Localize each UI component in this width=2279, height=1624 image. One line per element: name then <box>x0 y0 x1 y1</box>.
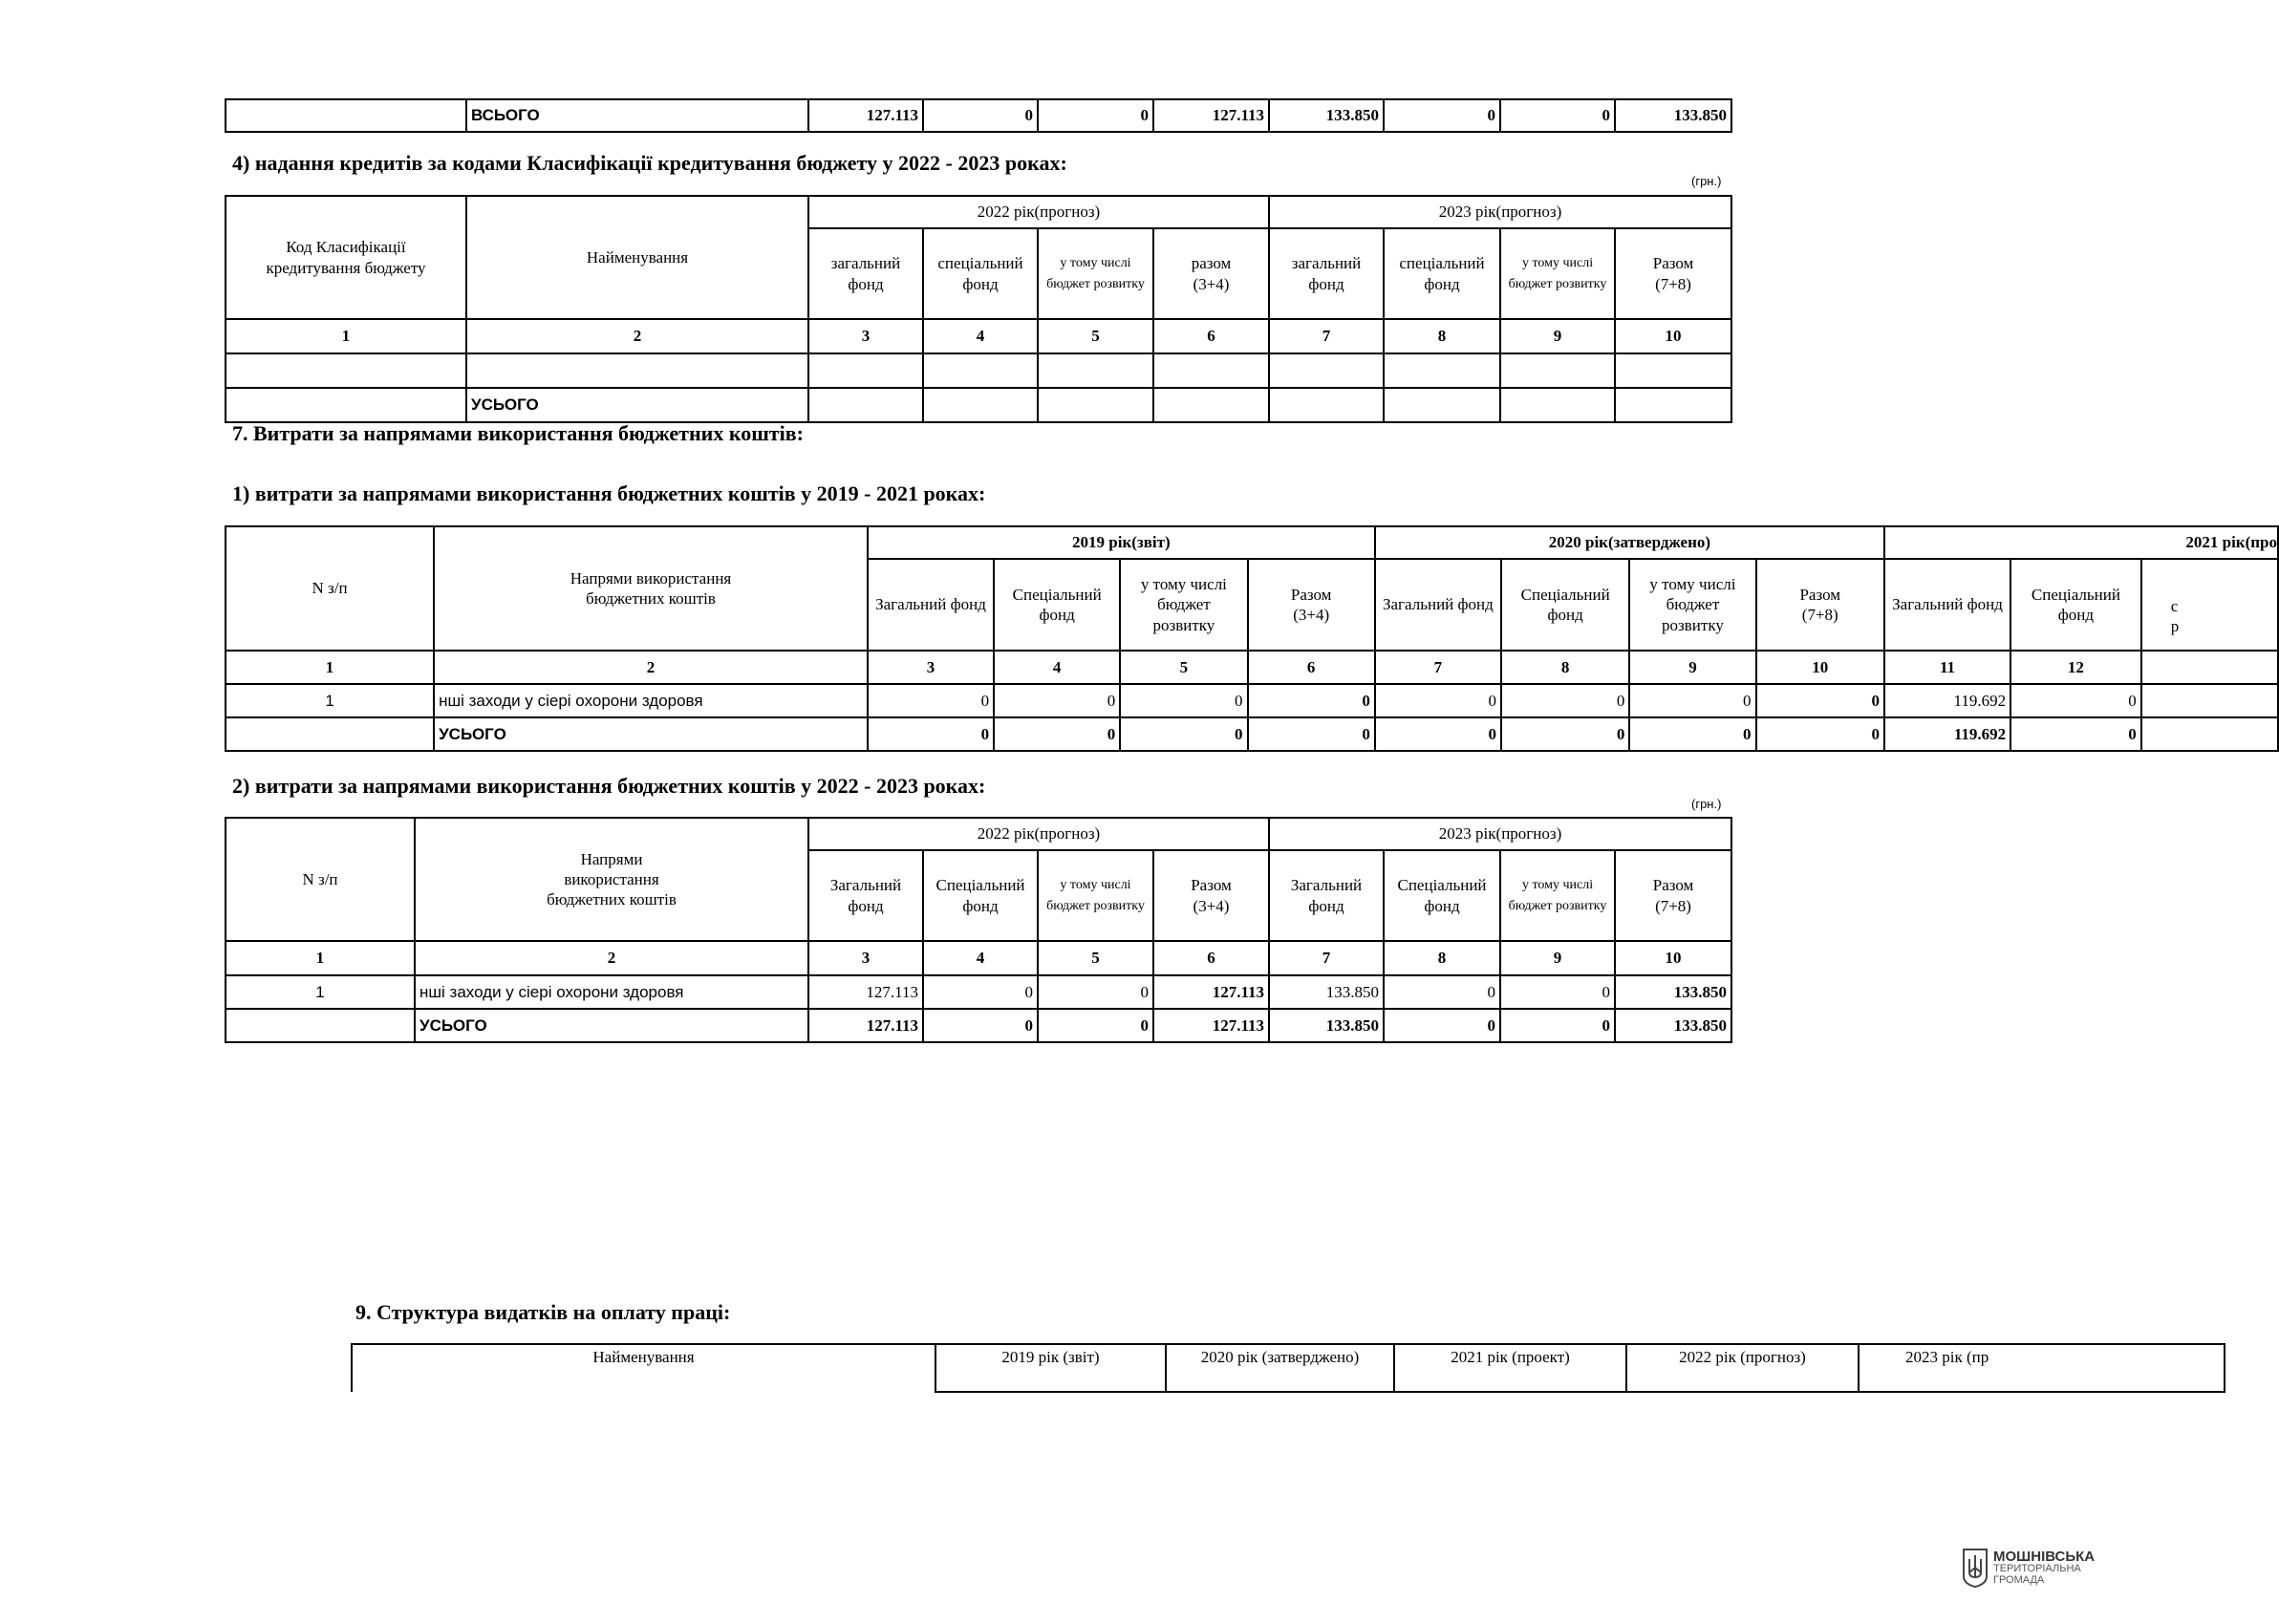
special-fund-header: спеціальний фонд <box>1384 228 1500 319</box>
cell-value: 0 <box>1500 975 1615 1009</box>
cell-value: 0 <box>1120 684 1247 717</box>
community-logo <box>1961 1547 2095 1589</box>
column-number: 6 <box>1153 941 1269 975</box>
salary-structure-table <box>351 1343 2225 1393</box>
total-value: 133.850 <box>1615 99 1731 132</box>
clipped-header-fragment: с <box>2170 596 2179 615</box>
empty-cell <box>1615 388 1731 422</box>
column-number: 2 <box>434 651 868 684</box>
column-number: 3 <box>868 651 994 684</box>
column-number: 1 <box>226 319 466 353</box>
row-number: 1 <box>226 975 415 1009</box>
trident-emblem-icon <box>1961 1548 1989 1588</box>
expenses-2019-2021-clip <box>223 524 2277 757</box>
special-fund-header: спеціальний фонд <box>923 228 1038 319</box>
column-number: 1 <box>226 651 434 684</box>
clipped-column-header <box>2141 559 2278 651</box>
total-value: 0 <box>1375 717 1501 751</box>
row-name: нші заходи у сіері охорони здоровя <box>415 975 808 1009</box>
column-number: 3 <box>808 319 923 353</box>
logo-line: МОШНІВСЬКА <box>1993 1548 2096 1565</box>
empty-cell <box>1384 388 1500 422</box>
cell-value: 0 <box>868 684 994 717</box>
cell-value: 119.692 <box>1884 684 2010 717</box>
general-fund-header: загальний фонд <box>808 228 923 319</box>
cell-value: 0 <box>923 975 1038 1009</box>
column-number: 7 <box>1269 319 1384 353</box>
column-number: 2 <box>466 319 808 353</box>
column-number: 6 <box>1153 319 1269 353</box>
column-number: 7 <box>1375 651 1501 684</box>
empty-cell <box>226 99 466 132</box>
cell-value: 0 <box>1384 975 1500 1009</box>
empty-cell <box>226 388 466 422</box>
special-fund-header: Спеціальний фонд <box>923 850 1038 941</box>
empty-cell <box>2141 717 2278 751</box>
section-4-title: 4) надання кредитів за кодами Класифікації кредитування бюджету у 2022 - 2023 роках: <box>232 151 1067 175</box>
column-number: 12 <box>2010 651 2141 684</box>
section-4-unit: (грн.) <box>1691 174 1722 188</box>
general-fund-header: Загальний фонд <box>1269 850 1384 941</box>
total-value: 127.113 <box>808 99 923 132</box>
column-number: 9 <box>1500 941 1615 975</box>
column-number: 8 <box>1384 941 1500 975</box>
year-header: 2023 рік(прогноз) <box>1269 196 1731 228</box>
year-header: 2022 рік(прогноз) <box>808 196 1269 228</box>
year-column-header: 2021 рік (проект) <box>1394 1344 1626 1392</box>
total-value: 0 <box>1501 717 1629 751</box>
total-value: 0 <box>2010 717 2141 751</box>
cell-value: 0 <box>1038 975 1153 1009</box>
year-column-header: 2022 рік (прогноз) <box>1626 1344 1859 1392</box>
column-number: 4 <box>923 941 1038 975</box>
column-number: 9 <box>1500 319 1615 353</box>
year-column-header: 2023 рік (пр <box>1859 1344 2225 1392</box>
column-number: 3 <box>808 941 923 975</box>
total-value: 0 <box>1038 99 1153 132</box>
total-header: Разом (7+8) <box>1615 850 1731 941</box>
total-value: 0 <box>1500 99 1615 132</box>
cell-value: 0 <box>1629 684 1755 717</box>
special-fund-header: Спеціальний фонд <box>994 559 1120 651</box>
empty-cell <box>1269 353 1384 388</box>
cell-value: 133.850 <box>1615 975 1731 1009</box>
total-value: 133.850 <box>1269 1009 1384 1042</box>
total-value: 0 <box>868 717 994 751</box>
column-number: 10 <box>1615 941 1731 975</box>
special-fund-header: Спеціальний фонд <box>2010 559 2141 651</box>
dev-budget-header: у тому числі бюджет розвитку <box>1038 850 1153 941</box>
year-header: 2023 рік(прогноз) <box>1269 818 1731 850</box>
general-fund-header: загальний фонд <box>1269 228 1384 319</box>
top-total-table <box>225 98 1732 133</box>
name-column-header: Найменування <box>466 196 808 319</box>
row-name: нші заходи у сіері охорони здоровя <box>434 684 868 717</box>
total-row <box>226 1009 1731 1042</box>
empty-cell <box>226 717 434 751</box>
total-header: Разом (3+4) <box>1248 559 1375 651</box>
column-number: 8 <box>1501 651 1629 684</box>
n-column-header: N з/п <box>226 526 434 651</box>
empty-cell <box>2141 651 2278 684</box>
total-row <box>226 388 1731 422</box>
column-number-row <box>226 651 2278 684</box>
total-header: Разом (7+8) <box>1615 228 1731 319</box>
total-value: 0 <box>1756 717 1884 751</box>
year-column-header: 2019 рік (звіт) <box>935 1344 1166 1392</box>
total-value: 0 <box>923 99 1038 132</box>
total-value: 0 <box>1248 717 1375 751</box>
total-value: 133.850 <box>1269 99 1384 132</box>
column-number: 1 <box>226 941 415 975</box>
general-fund-header: Загальний фонд <box>1884 559 2010 651</box>
row-number: 1 <box>226 684 434 717</box>
column-number: 5 <box>1120 651 1247 684</box>
total-label: УСЬОГО <box>434 717 868 751</box>
code-column-header: Код Класифікації кредитування бюджету <box>226 196 466 319</box>
table-row <box>226 684 2278 717</box>
column-number: 11 <box>1884 651 2010 684</box>
credits-table <box>225 195 1732 423</box>
total-value: 0 <box>923 1009 1038 1042</box>
year-header: 2020 рік(затверджено) <box>1375 526 1884 559</box>
dev-budget-header: у тому числі бюджет розвитку <box>1500 228 1615 319</box>
cell-value: 0 <box>1756 684 1884 717</box>
empty-cell <box>923 388 1038 422</box>
empty-cell <box>1038 388 1153 422</box>
empty-cell <box>1384 353 1500 388</box>
column-number: 10 <box>1756 651 1884 684</box>
total-value: 0 <box>1384 1009 1500 1042</box>
empty-cell <box>1500 388 1615 422</box>
dev-budget-header: у тому числі бюджет розвитку <box>1038 228 1153 319</box>
column-number: 5 <box>1038 941 1153 975</box>
total-value: 0 <box>1629 717 1755 751</box>
year-column-header: 2020 рік (затверджено) <box>1166 1344 1394 1392</box>
column-number: 10 <box>1615 319 1731 353</box>
column-number: 8 <box>1384 319 1500 353</box>
empty-cell <box>1500 353 1615 388</box>
logo-line: ТЕРИТОРІАЛЬНА <box>1993 1563 2081 1575</box>
empty-cell <box>1269 388 1384 422</box>
total-value: 0 <box>1500 1009 1615 1042</box>
column-number: 2 <box>415 941 808 975</box>
logo-line: ГРОМАДА <box>1993 1573 2045 1586</box>
table-row <box>226 975 1731 1009</box>
empty-cell <box>466 353 808 388</box>
empty-cell <box>1153 388 1269 422</box>
clipped-header-fragment: р <box>2170 617 2180 635</box>
empty-cell <box>2141 684 2278 717</box>
cell-value: 0 <box>1501 684 1629 717</box>
general-fund-header: Загальний фонд <box>868 559 994 651</box>
empty-cell <box>226 353 466 388</box>
name-column-header: Найменування <box>352 1344 935 1392</box>
empty-cell <box>923 353 1038 388</box>
column-number-row <box>226 319 1731 353</box>
section-9-title: 9. Структура видатків на оплату праці: <box>355 1300 731 1324</box>
empty-cell <box>1615 353 1731 388</box>
empty-cell <box>808 353 923 388</box>
general-fund-header: Загальний фонд <box>1375 559 1501 651</box>
column-number: 9 <box>1629 651 1755 684</box>
total-value: 0 <box>1384 99 1500 132</box>
salary-structure-clip <box>349 1341 1995 1399</box>
total-value: 127.113 <box>1153 1009 1269 1042</box>
total-label: ВСЬОГО <box>466 99 808 132</box>
column-number: 4 <box>923 319 1038 353</box>
total-header: Разом (7+8) <box>1756 559 1884 651</box>
direction-column-header: Напрями використання бюджетних коштів <box>434 526 868 651</box>
empty-data-row <box>226 353 1731 388</box>
total-label: УСЬОГО <box>466 388 808 422</box>
year-header: 2022 рік(прогноз) <box>808 818 1269 850</box>
empty-cell <box>226 1009 415 1042</box>
year-header: 2021 рік(про <box>1884 526 2278 559</box>
cell-value: 0 <box>994 684 1120 717</box>
total-header: Разом (3+4) <box>1153 850 1269 941</box>
total-value: 133.850 <box>1615 1009 1731 1042</box>
dev-budget-header: у тому числі бюджет розвитку <box>1500 850 1615 941</box>
cell-value: 127.113 <box>1153 975 1269 1009</box>
column-number: 6 <box>1248 651 1375 684</box>
expenses-2019-2021-table <box>225 525 2279 752</box>
total-value: 0 <box>994 717 1120 751</box>
cell-value: 0 <box>2010 684 2141 717</box>
total-value: 127.113 <box>1153 99 1269 132</box>
total-value: 0 <box>1120 717 1247 751</box>
total-row <box>226 99 1731 132</box>
general-fund-header: Загальний фонд <box>808 850 923 941</box>
total-row <box>226 717 2278 751</box>
year-header: 2019 рік(звіт) <box>868 526 1375 559</box>
column-number: 7 <box>1269 941 1384 975</box>
n-column-header: N з/п <box>226 818 415 941</box>
empty-cell <box>1153 353 1269 388</box>
special-fund-header: Спеціальний фонд <box>1384 850 1500 941</box>
empty-cell <box>808 388 923 422</box>
section-7-1-title: 1) витрати за напрямами використання бюджетних коштів у 2019 - 2021 роках: <box>232 481 986 505</box>
expenses-2022-2023-table <box>225 817 1732 1043</box>
dev-budget-header: у тому числі бюджет розвитку <box>1120 559 1247 651</box>
direction-column-header: Напрями використання бюджетних коштів <box>415 818 808 941</box>
column-number-row <box>226 941 1731 975</box>
cell-value: 133.850 <box>1269 975 1384 1009</box>
cell-value: 0 <box>1248 684 1375 717</box>
empty-cell <box>1038 353 1153 388</box>
total-label: УСЬОГО <box>415 1009 808 1042</box>
section-7-2-title: 2) витрати за напрямами використання бюджетних коштів у 2022 - 2023 роках: <box>232 774 986 798</box>
special-fund-header: Спеціальний фонд <box>1501 559 1629 651</box>
total-value: 127.113 <box>808 1009 923 1042</box>
dev-budget-header: у тому числі бюджет розвитку <box>1629 559 1755 651</box>
section-7-title: 7. Витрати за напрямами використання бюджетних коштів: <box>232 421 804 445</box>
total-value: 119.692 <box>1884 717 2010 751</box>
column-number: 5 <box>1038 319 1153 353</box>
total-header: разом (3+4) <box>1153 228 1269 319</box>
section-7-2-unit: (грн.) <box>1691 797 1722 811</box>
column-number: 4 <box>994 651 1120 684</box>
cell-value: 127.113 <box>808 975 923 1009</box>
total-value: 0 <box>1038 1009 1153 1042</box>
cell-value: 0 <box>1375 684 1501 717</box>
